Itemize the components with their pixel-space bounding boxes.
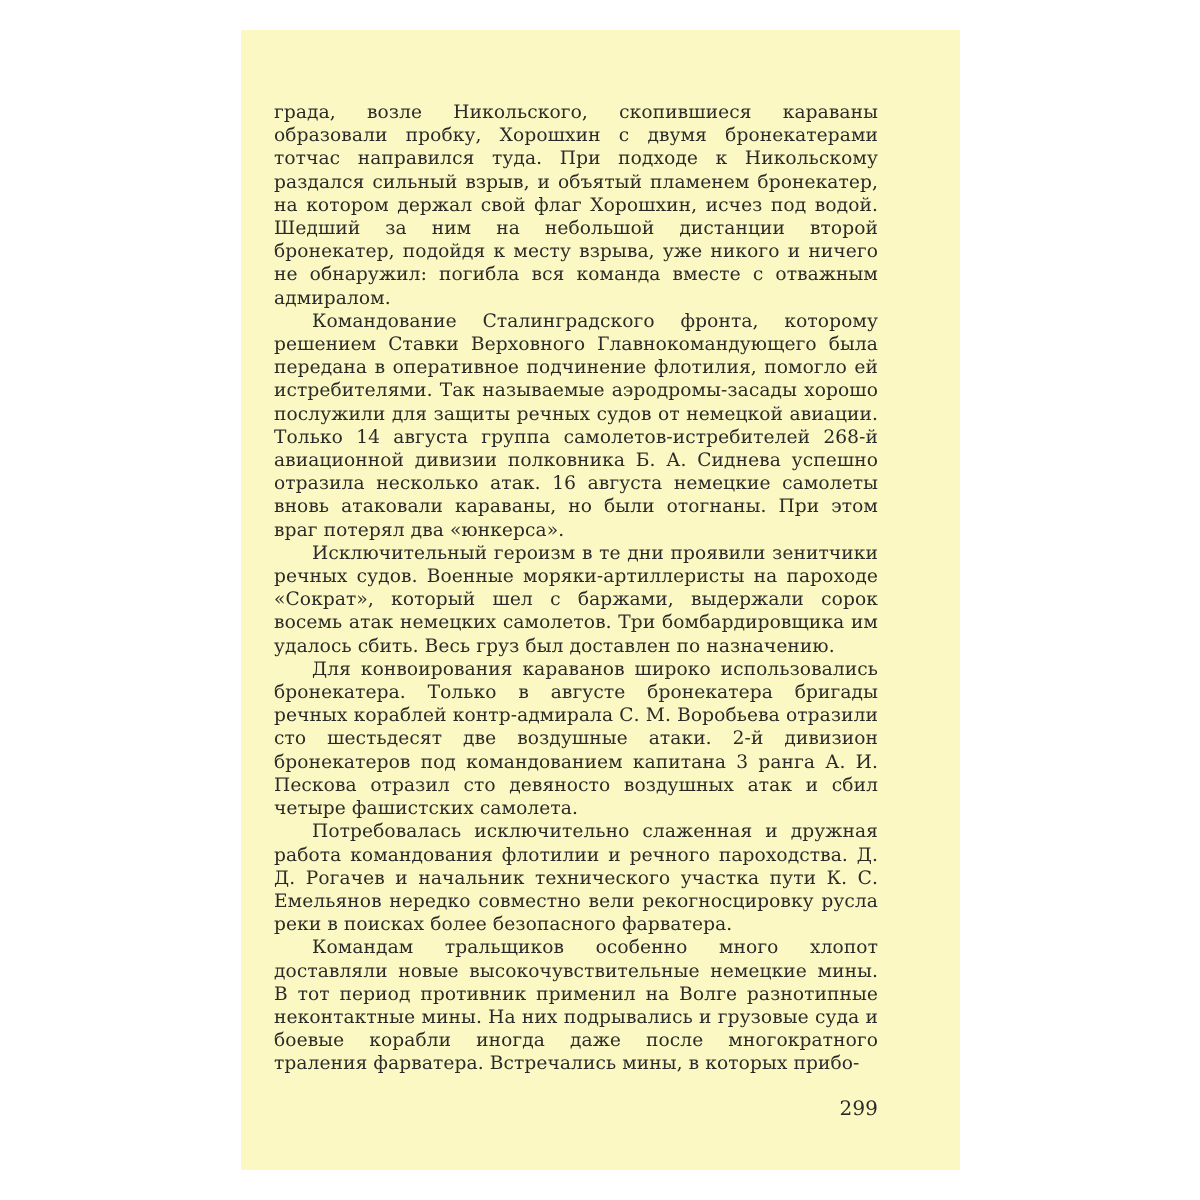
paragraph-1: града, возле Никольского, скопившиеся караваны образовали пробку, Хорошхин с двумя бронекатерами тотчас направился туда. При подходе к Никольскому раздался сильный взрыв, и объятый пламенем бронекатер, на котором держал свой флаг Хорошхин, исчез под водой. Шедший за ним на небольшой дистанции второй бронекатер, подойдя к месту взрыва, уже никого и ничего не обнаружил: погибла вся команда вместе с отважным адмиралом. xyxy=(274,102,878,309)
paragraph-2: Командование Сталинградского фронта, которому решением Ставки Верховного Главнокомандующего была передана в оперативное подчинение флотилия, помогло ей истребителями. Так называемые аэродромы-засады хорошо послужили для защиты речных судов от немецкой авиации. Только 14 августа группа самолетов-истребителей 268-й авиационной дивизии полковника Б. А. Сиднева успешно отразила несколько атак. 16 августа немецкие самолеты вновь атаковали караваны, но были отогнаны. При этом враг потерял два «юнкерса». xyxy=(274,310,878,541)
page-number-row xyxy=(274,1097,878,1121)
paragraph-3: Исключительный героизм в те дни проявили зенитчики речных судов. Военные моряки-артиллеристы на пароходе «Сократ», который шел с баржами, выдержали сорок восемь атак немецких самолетов. Три бомбардировщика им удалось сбить. Весь груз был доставлен по назначению. xyxy=(274,542,878,657)
page-number: 299 xyxy=(839,1095,878,1120)
paragraph-6: Командам тральщиков особенно много хлопот доставляли новые высокочувствительные немецкие мины. В тот период противник применил на Волге разнотипные неконтактные мины. На них подрывались и грузовые суда и боевые корабли иногда даже после многократного траления фарватера. Встречались мины, в которых прибо- xyxy=(274,937,878,1075)
paragraph-4: Для конвоирования караванов широко использовались бронекатера. Только в августе бронекатера бригады речных кораблей контр-адмирала С. М. Воробьева отразили сто шестьдесят две воздушные атаки. 2-й дивизион бронекатеров под командованием капитана 3 ранга А. И. Пескова отразил сто девяносто воздушных атак и сбил четыре фашистских самолета. xyxy=(274,658,878,820)
book-page xyxy=(241,30,960,1170)
page-text xyxy=(274,101,878,1121)
paragraph-5: Потребовалась исключительно слаженная и дружная работа командования флотилии и речного пароходства. Д. Д. Рогачев и начальник технического участка пути К. С. Емельянов нередко совместно вели рекогносцировку русла реки в поисках более безопасного фарватера. xyxy=(274,821,878,936)
